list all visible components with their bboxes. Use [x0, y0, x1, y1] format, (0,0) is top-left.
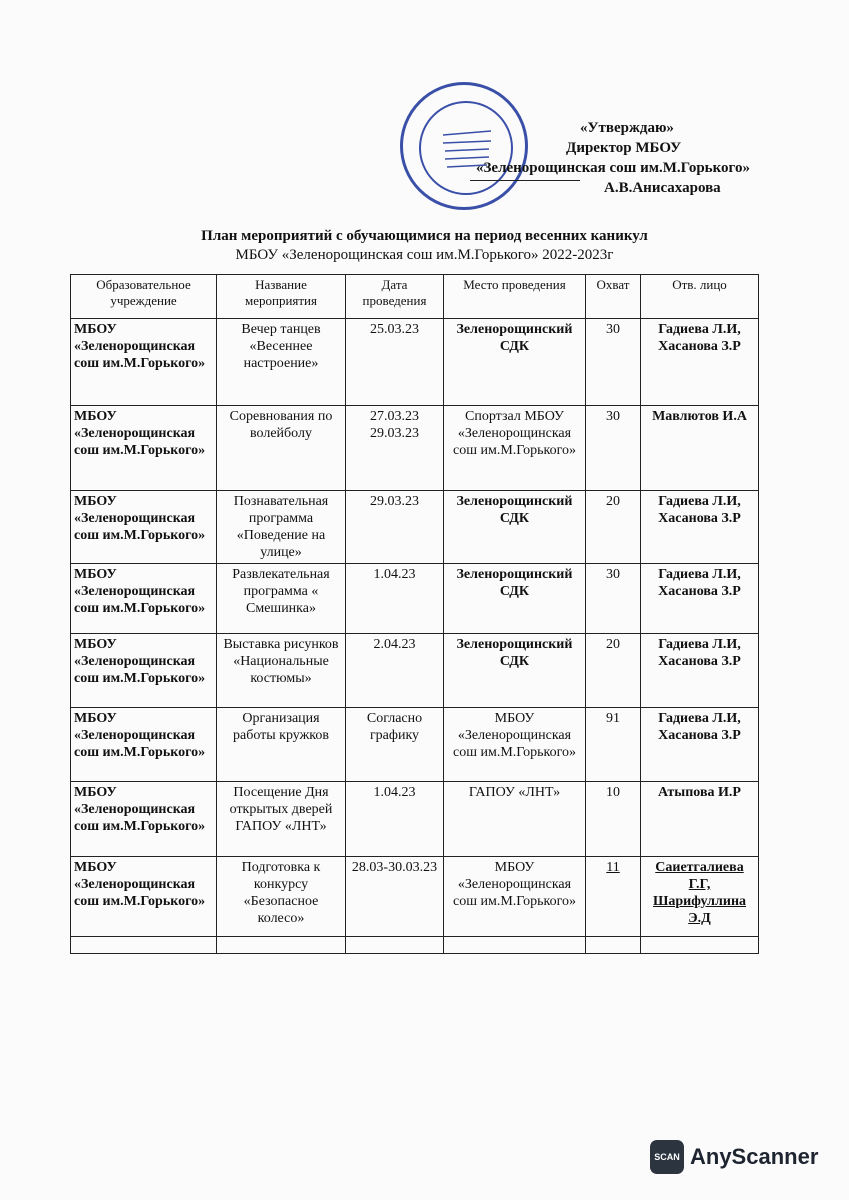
header-coverage: Охват	[586, 275, 641, 319]
cell-venue: Зеленорощинский СДК	[444, 564, 586, 634]
table-row	[71, 782, 759, 857]
table-row	[71, 708, 759, 782]
cell-event-name: Подготовка к конкурсу «Безопасное колесо»	[217, 857, 346, 937]
cell-venue: ГАПОУ «ЛНТ»	[444, 782, 586, 857]
cell-event-name: Посещение Дня открытых дверей ГАПОУ «ЛНТ»	[217, 782, 346, 857]
header-responsible: Отв. лицо	[641, 275, 759, 319]
cell-institution: МБОУ «Зеленорощинская сош им.М.Горького»	[71, 634, 217, 708]
cell-coverage: 30	[586, 564, 641, 634]
cell-responsible: Саиетгалиева Г.Г, Шарифуллина Э.Д	[641, 857, 759, 937]
empty-cell	[346, 937, 444, 954]
cell-venue: Зеленорощинский СДК	[444, 491, 586, 564]
empty-row	[71, 937, 759, 954]
cell-date: 2.04.23	[346, 634, 444, 708]
scan-app-icon: SCAN	[650, 1140, 684, 1174]
approval-label: «Утверждаю»	[580, 120, 674, 136]
cell-responsible: Гадиева Л.И, Хасанова З.Р	[641, 634, 759, 708]
cell-date: 1.04.23	[346, 564, 444, 634]
table-row	[71, 319, 759, 406]
cell-venue: Зеленорощинский СДК	[444, 634, 586, 708]
header-event-name: Название мероприятия	[217, 275, 346, 319]
brand-name: AnyScanner	[690, 1144, 819, 1169]
cell-responsible: Гадиева Л.И, Хасанова З.Р	[641, 708, 759, 782]
cell-event-name: Познавательная программа «Поведение на улице»	[217, 491, 346, 564]
cell-institution: МБОУ «Зеленорощинская сош им.М.Горького»	[71, 708, 217, 782]
cell-responsible: Гадиева Л.И, Хасанова З.Р	[641, 564, 759, 634]
document-subtitle: МБОУ «Зеленорощинская сош им.М.Горького» 2022-2023г	[235, 247, 614, 263]
cell-date: 25.03.23	[346, 319, 444, 406]
table-row	[71, 406, 759, 491]
empty-cell	[586, 937, 641, 954]
empty-cell	[641, 937, 759, 954]
cell-institution: МБОУ «Зеленорощинская сош им.М.Горького»	[71, 319, 217, 406]
approval-name: А.В.Анисахарова	[604, 180, 721, 196]
cell-coverage: 11	[586, 857, 641, 937]
cell-institution: МБОУ «Зеленорощинская сош им.М.Горького»	[71, 782, 217, 857]
cell-venue: Зеленорощинский СДК	[444, 319, 586, 406]
cell-event-name: Организация работы кружков	[217, 708, 346, 782]
cell-responsible: Мавлютов И.А	[641, 406, 759, 491]
table-row	[71, 857, 759, 937]
cell-venue: Спортзал МБОУ «Зеленорощинская сош им.М.Горького»	[444, 406, 586, 491]
header-institution: Образовательное учреждение	[71, 275, 217, 319]
header-venue: Место проведения	[444, 275, 586, 319]
cell-date: 1.04.23	[346, 782, 444, 857]
approval-school: «Зеленорощинская сош им.М.Горького»	[476, 160, 750, 176]
cell-date: 28.03-30.03.23	[346, 857, 444, 937]
approval-position: Директор МБОУ	[566, 140, 682, 156]
cell-event-name: Вечер танцев «Весеннее настроение»	[217, 319, 346, 406]
signature-line	[470, 180, 580, 181]
empty-cell	[444, 937, 586, 954]
header-date: Дата проведения	[346, 275, 444, 319]
table-row	[71, 491, 759, 564]
cell-coverage: 91	[586, 708, 641, 782]
cell-responsible: Атыпова И.Р	[641, 782, 759, 857]
cell-responsible: Гадиева Л.И, Хасанова З.Р	[641, 491, 759, 564]
cell-venue: МБОУ «Зеленорощинская сош им.М.Горького»	[444, 857, 586, 937]
cell-institution: МБОУ «Зеленорощинская сош им.М.Горького»	[71, 564, 217, 634]
cell-venue: МБОУ «Зеленорощинская сош им.М.Горького»	[444, 708, 586, 782]
cell-date: Согласно графику	[346, 708, 444, 782]
cell-coverage: 20	[586, 634, 641, 708]
cell-date: 27.03.23 29.03.23	[346, 406, 444, 491]
cell-event-name: Развлекательная программа « Смешинка»	[217, 564, 346, 634]
cell-date: 29.03.23	[346, 491, 444, 564]
anyscanner-watermark	[650, 1140, 818, 1174]
cell-event-name: Соревнования по волейболу	[217, 406, 346, 491]
document-title: План мероприятий с обучающимися на период весенних каникул	[201, 228, 648, 244]
cell-coverage: 30	[586, 406, 641, 491]
cell-coverage: 10	[586, 782, 641, 857]
events-table	[70, 274, 759, 954]
cell-institution: МБОУ «Зеленорощинская сош им.М.Горького»	[71, 857, 217, 937]
official-stamp	[400, 82, 528, 210]
cell-institution: МБОУ «Зеленорощинская сош им.М.Горького»	[71, 491, 217, 564]
cell-institution: МБОУ «Зеленорощинская сош им.М.Горького»	[71, 406, 217, 491]
cell-event-name: Выставка рисунков «Национальные костюмы»	[217, 634, 346, 708]
empty-cell	[217, 937, 346, 954]
table-row	[71, 564, 759, 634]
empty-cell	[71, 937, 217, 954]
table-row	[71, 634, 759, 708]
cell-coverage: 30	[586, 319, 641, 406]
cell-coverage: 20	[586, 491, 641, 564]
cell-responsible: Гадиева Л.И, Хасанова З.Р	[641, 319, 759, 406]
